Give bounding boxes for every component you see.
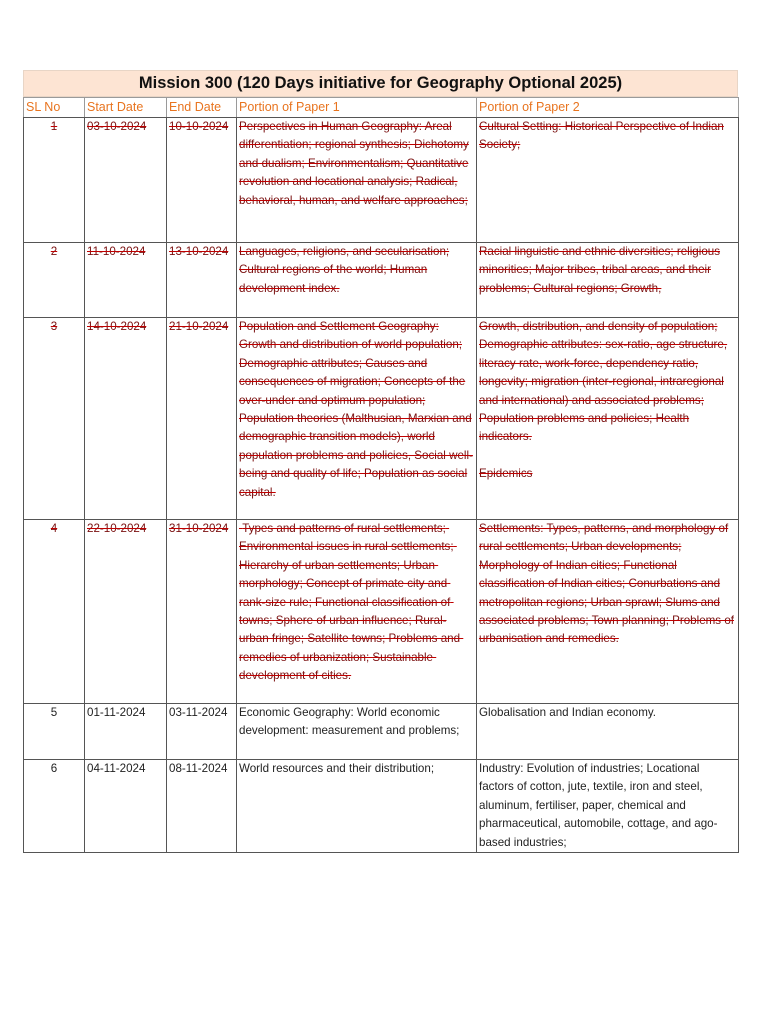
table-row (24, 118, 739, 243)
cell-sl: 5 (24, 704, 85, 760)
cell-paper-2 (477, 118, 739, 243)
table-row (24, 520, 739, 704)
header-start-date: Start Date (85, 98, 167, 118)
cell-start-date: 14-10-2024 (85, 318, 167, 520)
header-end-date: End Date (167, 98, 237, 118)
paper-2-text: Industry: Evolution of industries; Locational factors of cotton, jute, textile, iron and steel, aluminum, fertiliser, paper, chemical and pharmaceutical, automobile, cottage, and ago-based industries; (479, 762, 718, 849)
table-row (24, 704, 739, 760)
table-row (24, 243, 739, 318)
cell-end-date: 13-10-2024 (167, 243, 237, 318)
cell-paper-1: Population and Settlement Geography: Growth and distribution of world population; Demographic attributes; Causes and consequences of migration; Concepts of the over-under and optimum population; Population theories (Malthusian, Marxian and demographic transition models), world population problems and policies, Social well-being and quality of life; Population as social capital. (237, 318, 477, 520)
cell-sl: 6 (24, 760, 85, 853)
sheet-title: Mission 300 (120 Days initiative for Geography Optional 2025) (23, 70, 738, 97)
paper-2-text: Racial linguistic and ethnic diversities; religious minorities; Major tribes, tribal areas, and their problems; Cultural regions; Growth, (479, 245, 721, 295)
header-paper-1: Portion of Paper 1 (237, 98, 477, 118)
paper-2-extra-text: Epidemics (479, 466, 533, 480)
cell-paper-2 (477, 318, 739, 520)
cell-paper-2 (477, 520, 739, 704)
cell-sl: 3 (24, 318, 85, 520)
cell-end-date: 08-11-2024 (167, 760, 237, 853)
cell-paper-1: Types and patterns of rural settlements; Environmental issues in rural settlements; Hierarchy of urban settlements; Urban morphology; Concept of primate city and rank-size rule; Functional classification of towns; Sphere of urban influence; Rural-urban fringe; Satellite towns; Problems and remedies of urbanization; Sustainable development of cities. (237, 520, 477, 704)
header-row (24, 98, 739, 118)
cell-end-date: 03-11-2024 (167, 704, 237, 760)
cell-start-date: 11-10-2024 (85, 243, 167, 318)
cell-start-date: 01-11-2024 (85, 704, 167, 760)
cell-end-date: 21-10-2024 (167, 318, 237, 520)
cell-start-date: 22-10-2024 (85, 520, 167, 704)
cell-start-date: 03-10-2024 (85, 118, 167, 243)
paper-2-text: Growth, distribution, and density of population; Demographic attributes: sex-ratio, age structure, literacy rate, work-force, dependency ratio, longevity; migration (inter-regional, intraregional and international) and associated problems; Population problems and policies; Health indicators. (479, 320, 728, 444)
cell-paper-1: World resources and their distribution; (237, 760, 477, 853)
cell-start-date: 04-11-2024 (85, 760, 167, 853)
cell-end-date: 31-10-2024 (167, 520, 237, 704)
cell-sl: 1 (24, 118, 85, 243)
cell-sl: 2 (24, 243, 85, 318)
schedule-sheet (23, 70, 738, 853)
schedule-table (23, 97, 739, 853)
cell-paper-2 (477, 704, 739, 760)
paper-2-text: Settlements: Types, patterns, and morphology of rural settlements; Urban developments; Morphology of Indian cities; Functional classification of Indian cities; Conurbations and metropolitan regions; Urban sprawl; Slums and associated problems; Town planning; Problems of urbanisation and remedies. (479, 522, 734, 646)
cell-end-date: 10-10-2024 (167, 118, 237, 243)
paper-2-text: Cultural Setting: Historical Perspective of Indian Society; (479, 120, 724, 152)
table-row (24, 318, 739, 520)
cell-paper-1: Perspectives in Human Geography: Areal differentiation; regional synthesis; Dichotomy and dualism; Environmentalism; Quantitative revolution and locational analysis; Radical, behavioral, human, and welfare approaches; (237, 118, 477, 243)
cell-sl: 4 (24, 520, 85, 704)
cell-paper-2 (477, 243, 739, 318)
header-sl-no: SL No (24, 98, 85, 118)
cell-paper-1: Economic Geography: World economic development: measurement and problems; (237, 704, 477, 760)
paper-2-text: Globalisation and Indian economy. (479, 706, 657, 719)
cell-paper-1: Languages, religions, and secularisation; Cultural regions of the world; Human development index. (237, 243, 477, 318)
cell-paper-2 (477, 760, 739, 853)
header-paper-2: Portion of Paper 2 (477, 98, 739, 118)
table-row (24, 760, 739, 853)
